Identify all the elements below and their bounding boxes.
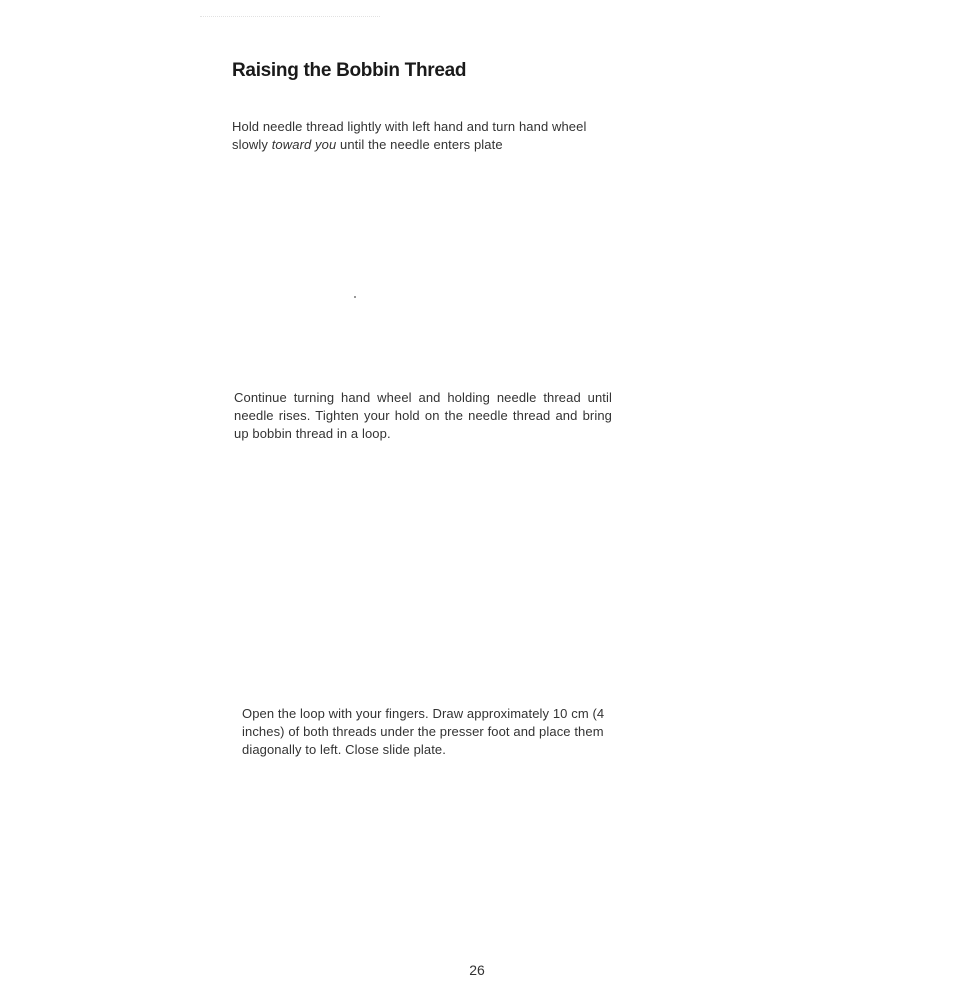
step-1-text (232, 118, 612, 154)
step-1-text-start: Hold needle thread lightly with left hand and turn hand wheel slowly (232, 119, 587, 152)
page-number: 26 (469, 962, 485, 978)
scan-speck (354, 296, 356, 298)
page-title: Raising the Bobbin Thread (232, 60, 467, 81)
step-1-emphasis: toward you (271, 137, 337, 152)
step-2-text: Continue turning hand wheel and holding needle thread until needle rises. Tighten your hold on the needle thread and bring up bobbin thread in a loop. (234, 390, 612, 441)
step-1-text-end: until the needle enters plate (336, 137, 503, 152)
scan-noise (200, 16, 380, 18)
step-3-text: Open the loop with your fingers. Draw approximately 10 cm (4 inches) of both threads under the presser foot and place them diagonally to left. Close slide plate. (242, 706, 605, 757)
